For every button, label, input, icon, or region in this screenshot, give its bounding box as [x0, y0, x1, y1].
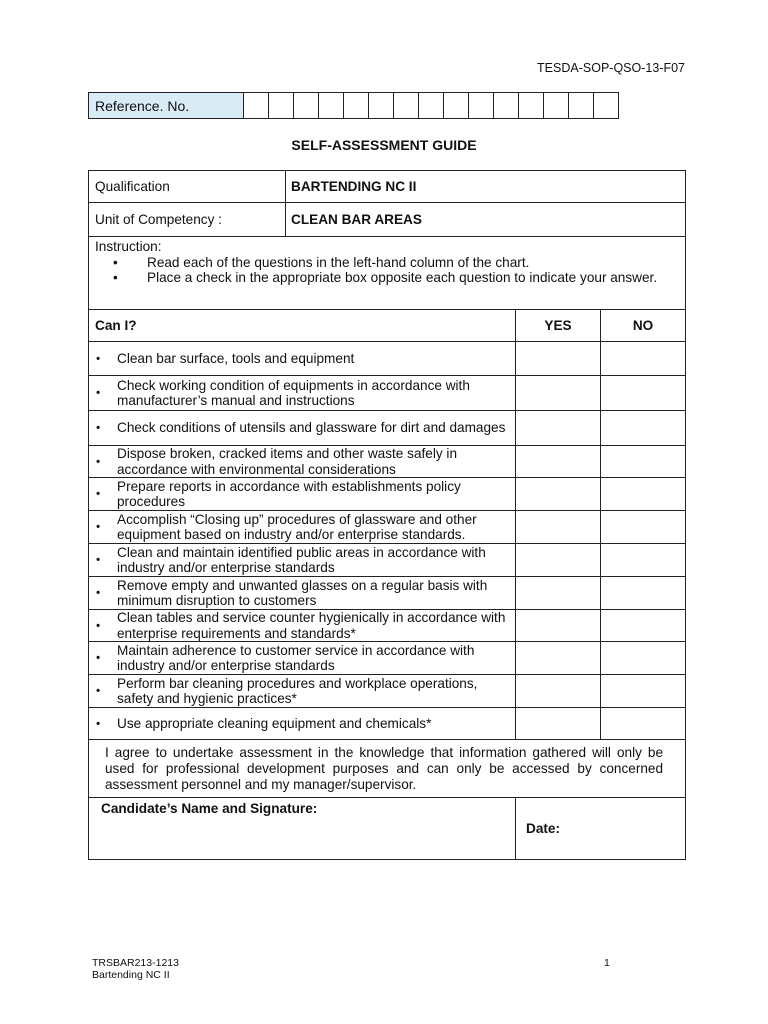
yes-checkbox-cell[interactable] — [516, 708, 601, 740]
no-checkbox-cell[interactable] — [601, 478, 686, 511]
question-row — [89, 642, 686, 675]
candidate-name-signature-label: Candidate’s Name and Signature: — [101, 801, 318, 816]
bullet-icon: • — [96, 552, 101, 567]
question-text: Remove empty and unwanted glasses on a regular basis with minimum disruption to customers — [117, 577, 488, 608]
instruction-list — [95, 255, 679, 286]
instruction-row — [89, 237, 686, 310]
bullet-icon: • — [96, 715, 101, 730]
question-text: Dispose broken, cracked items and other waste safely in accordance with environmental considerations — [117, 446, 458, 477]
qualification-row — [89, 171, 686, 203]
reference-number-box[interactable] — [244, 93, 269, 119]
no-checkbox-cell[interactable] — [601, 675, 686, 708]
bullet-icon: • — [96, 650, 101, 665]
yes-checkbox-cell[interactable] — [516, 342, 601, 376]
date-field[interactable] — [516, 798, 686, 860]
no-checkbox-cell[interactable] — [601, 446, 686, 478]
bullet-icon: • — [96, 486, 101, 501]
date-label: Date: — [526, 820, 560, 836]
yes-column-header: YES — [516, 310, 601, 342]
bullet-icon: • — [96, 350, 101, 365]
self-assessment-table — [88, 170, 686, 860]
question-cell — [89, 342, 516, 376]
yes-checkbox-cell[interactable] — [516, 376, 601, 411]
candidate-name-signature-field[interactable] — [89, 798, 516, 860]
reference-number-box[interactable] — [369, 93, 394, 119]
question-text: Perform bar cleaning procedures and workplace operations, safety and hygienic practices* — [117, 675, 478, 706]
no-checkbox-cell[interactable] — [601, 577, 686, 610]
footer — [92, 957, 179, 981]
question-text: Check working condition of equipments in accordance with manufacturer’s manual and instructions — [117, 377, 470, 408]
reference-number-box[interactable] — [344, 93, 369, 119]
agreement-row — [89, 740, 686, 798]
bullet-icon: • — [96, 420, 101, 435]
qualification-value: BARTENDING NC II — [286, 171, 686, 203]
question-text: Clean bar surface, tools and equipment — [117, 350, 355, 366]
reference-number-row — [89, 93, 619, 119]
bullet-icon: • — [96, 683, 101, 698]
yes-checkbox-cell[interactable] — [516, 675, 601, 708]
question-row — [89, 544, 686, 577]
signature-row — [89, 798, 686, 860]
no-checkbox-cell[interactable] — [601, 610, 686, 642]
footer-code: TRSBAR213-1213 — [92, 957, 179, 969]
reference-number-box[interactable] — [269, 93, 294, 119]
unit-of-competency-row — [89, 203, 686, 237]
question-row — [89, 446, 686, 478]
bullet-icon: • — [96, 453, 101, 468]
bullet-icon: • — [96, 585, 101, 600]
question-cell — [89, 708, 516, 740]
question-row — [89, 411, 686, 446]
page-title: SELF-ASSESSMENT GUIDE — [291, 137, 477, 153]
question-cell — [89, 376, 516, 411]
no-checkbox-cell[interactable] — [601, 376, 686, 411]
reference-number-box[interactable] — [394, 93, 419, 119]
footer-qualification: Bartending NC II — [92, 969, 170, 981]
question-text: Accomplish “Closing up” procedures of glassware and other equipment based on industry and/or enterprise standards. — [117, 511, 477, 542]
bullet-icon: • — [96, 617, 101, 632]
agreement-text: I agree to undertake assessment in the knowledge that information gathered will only be used for professional development purposes and can only be accessed by concerned assessment personnel and my manager/supervisor. — [89, 740, 686, 798]
yes-checkbox-cell[interactable] — [516, 478, 601, 511]
reference-number-box[interactable] — [569, 93, 594, 119]
reference-number-table — [88, 92, 619, 119]
bullet-icon: • — [96, 385, 101, 400]
yes-checkbox-cell[interactable] — [516, 544, 601, 577]
document-code: TESDA-SOP-QSO-13-F07 — [537, 61, 685, 75]
question-row — [89, 708, 686, 740]
no-checkbox-cell[interactable] — [601, 411, 686, 446]
question-cell — [89, 642, 516, 675]
yes-checkbox-cell[interactable] — [516, 511, 601, 544]
question-row — [89, 610, 686, 642]
reference-number-box[interactable] — [594, 93, 619, 119]
reference-number-box[interactable] — [494, 93, 519, 119]
question-cell — [89, 577, 516, 610]
question-row — [89, 511, 686, 544]
yes-checkbox-cell[interactable] — [516, 642, 601, 675]
yes-checkbox-cell[interactable] — [516, 610, 601, 642]
instruction-item: • Read each of the questions in the left-hand column of the chart. — [95, 255, 679, 271]
question-text: Clean tables and service counter hygienically in accordance with enterprise requirements and standards* — [117, 610, 506, 641]
question-cell — [89, 446, 516, 478]
question-row — [89, 376, 686, 411]
question-text: Clean and maintain identified public areas in accordance with industry and/or enterprise standards — [117, 544, 486, 575]
yes-checkbox-cell[interactable] — [516, 411, 601, 446]
yes-checkbox-cell[interactable] — [516, 446, 601, 478]
reference-number-label: Reference. No. — [89, 93, 244, 119]
question-cell — [89, 610, 516, 642]
reference-number-box[interactable] — [544, 93, 569, 119]
question-cell — [89, 478, 516, 511]
question-cell — [89, 544, 516, 577]
unit-of-competency-value: CLEAN BAR AREAS — [286, 203, 686, 237]
instruction-label: Instruction: — [95, 239, 162, 254]
question-row — [89, 478, 686, 511]
question-text: Maintain adherence to customer service in accordance with industry and/or enterprise standards — [117, 642, 475, 673]
question-row — [89, 342, 686, 376]
no-checkbox-cell[interactable] — [601, 642, 686, 675]
reference-number-box[interactable] — [319, 93, 344, 119]
question-text: Use appropriate cleaning equipment and chemicals* — [117, 715, 432, 731]
question-row — [89, 675, 686, 708]
reference-number-box[interactable] — [519, 93, 544, 119]
unit-of-competency-label: Unit of Competency : — [89, 203, 286, 237]
no-checkbox-cell[interactable] — [601, 511, 686, 544]
question-column-header: Can I? — [89, 310, 516, 342]
yes-checkbox-cell[interactable] — [516, 577, 601, 610]
instruction-cell — [89, 237, 686, 310]
question-cell — [89, 675, 516, 708]
qualification-label: Qualification — [89, 171, 286, 203]
column-header-row — [89, 310, 686, 342]
question-cell — [89, 411, 516, 446]
question-cell — [89, 511, 516, 544]
reference-number-box[interactable] — [419, 93, 444, 119]
bullet-icon: • — [96, 519, 101, 534]
question-text: Check conditions of utensils and glassware for dirt and damages — [117, 420, 506, 436]
question-row — [89, 577, 686, 610]
reference-number-box[interactable] — [444, 93, 469, 119]
no-checkbox-cell[interactable] — [601, 342, 686, 376]
reference-number-box[interactable] — [294, 93, 319, 119]
no-checkbox-cell[interactable] — [601, 544, 686, 577]
page-number: 1 — [604, 957, 610, 969]
reference-number-box[interactable] — [469, 93, 494, 119]
no-column-header: NO — [601, 310, 686, 342]
instruction-item: • Place a check in the appropriate box opposite each question to indicate your answer. — [95, 270, 679, 286]
question-text: Prepare reports in accordance with establishments policy procedures — [117, 478, 461, 509]
no-checkbox-cell[interactable] — [601, 708, 686, 740]
